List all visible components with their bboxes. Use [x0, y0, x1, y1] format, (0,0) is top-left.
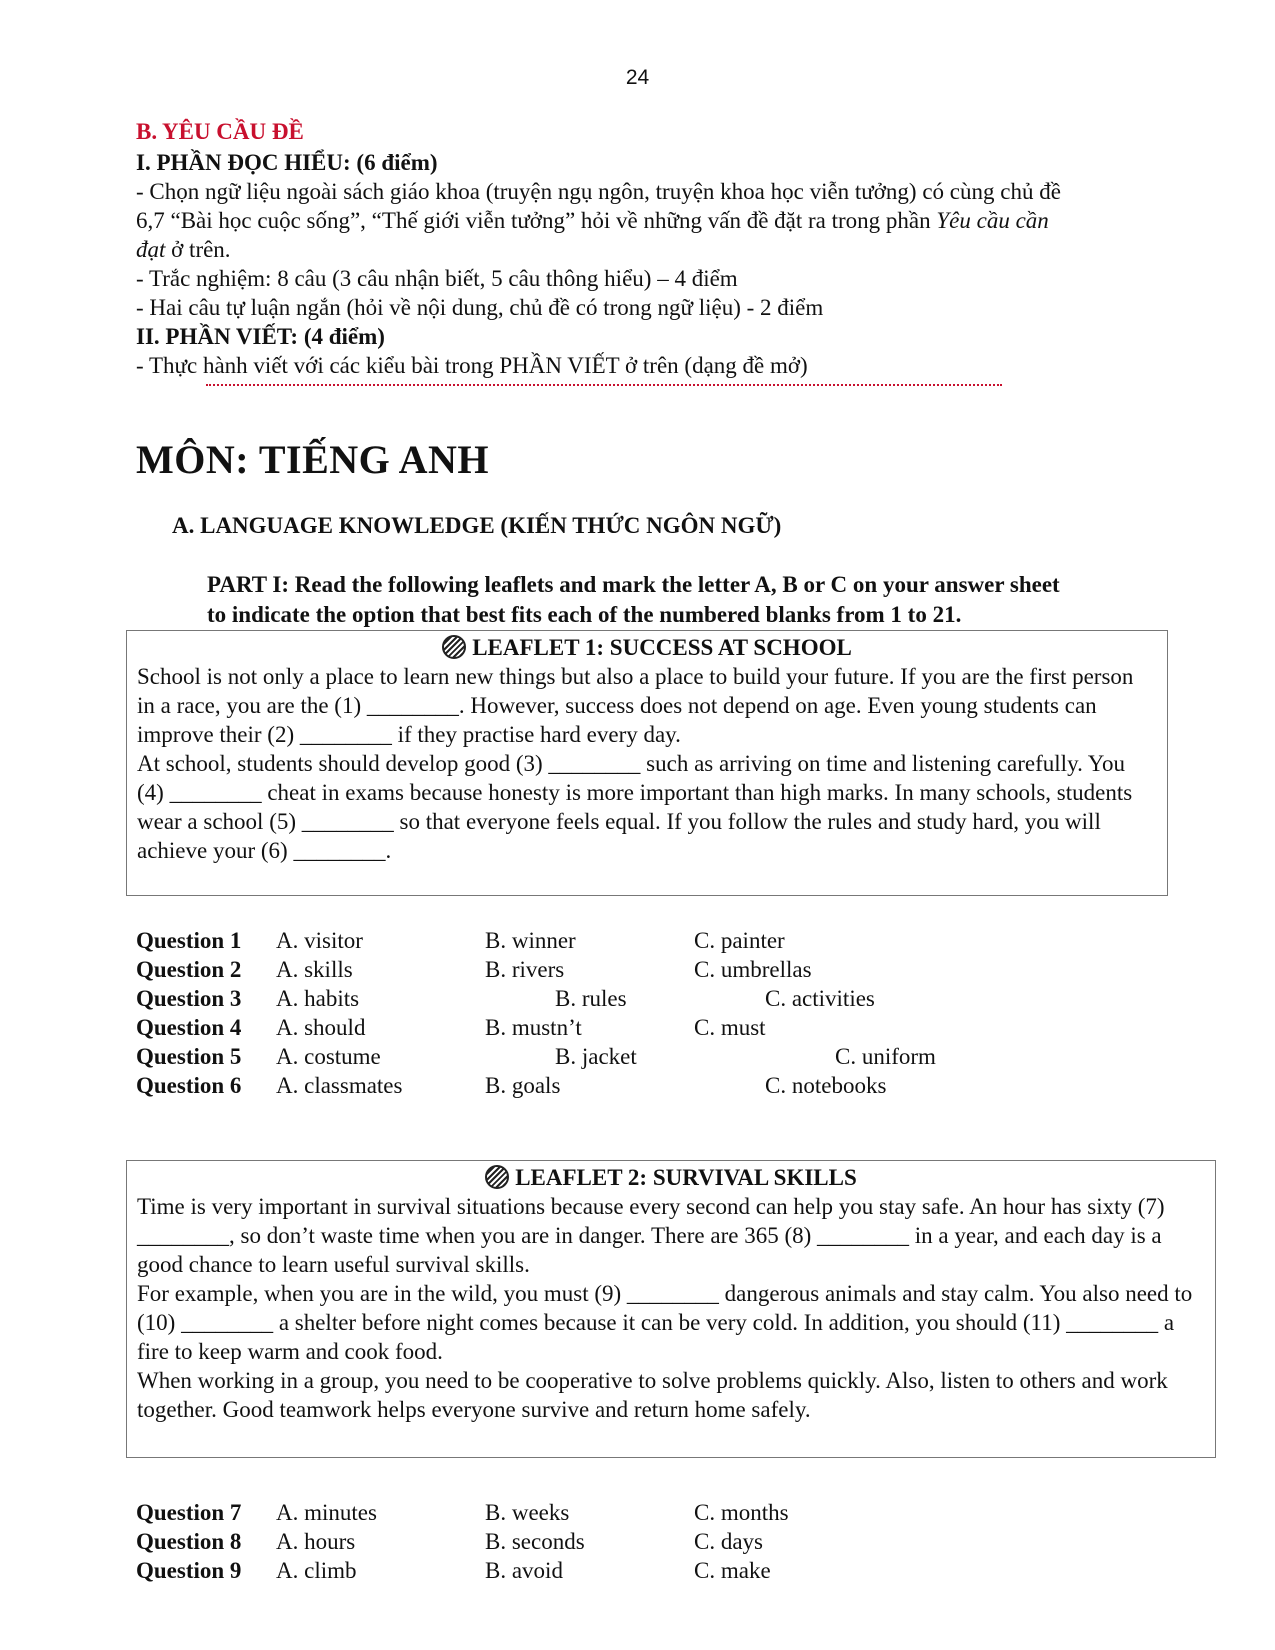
- option-b: B. winner: [485, 928, 576, 953]
- leaflet-2-title: LEAFLET 2: SURVIVAL SKILLS: [515, 1165, 857, 1190]
- leaflet-1-title: LEAFLET 1: SUCCESS AT SCHOOL: [472, 635, 852, 660]
- reading-line-2-text: 6,7 “Bài học cuộc sống”, “Thế giới viễn tưởng” hỏi về những vấn đề đặt ra trong phần: [136, 208, 937, 233]
- reading-line-5: - Hai câu tự luận ngắn (hỏi về nội dung, chủ đề có trong ngữ liệu) - 2 điểm: [136, 295, 824, 320]
- reading-part-heading: I. PHẦN ĐỌC HIỂU: (6 điểm): [136, 150, 438, 175]
- question-row: [136, 1071, 1136, 1100]
- leaflet-1-paragraph-2: At school, students should develop good (3) ________ such as arriving on time and listening carefully. You (4) ________ cheat in exams because honesty is more important than high marks. In many schools, students wear a school (5) ________ so that everyone feels equal. If you follow the rules and study hard, you will achieve your (6) ________.: [137, 751, 1133, 863]
- reading-line-3-text: ở trên.: [165, 237, 231, 262]
- option-c: C. make: [694, 1558, 771, 1583]
- option-b: B. goals: [485, 1073, 561, 1098]
- page-number: 24: [625, 66, 650, 89]
- subject-title: MÔN: TIẾNG ANH: [136, 437, 489, 482]
- reading-line-4: - Trắc nghiệm: 8 câu (3 câu nhận biết, 5 câu thông hiểu) – 4 điểm: [136, 266, 738, 291]
- question-row: [136, 1556, 1136, 1585]
- option-a: A. costume: [276, 1044, 381, 1069]
- question-label: Question 3: [136, 986, 242, 1011]
- option-b: B. weeks: [485, 1500, 570, 1525]
- option-b: B. rivers: [485, 957, 565, 982]
- option-c: C. umbrellas: [694, 957, 812, 982]
- part-instructions-line-1: PART I: Read the following leaflets and mark the letter A, B or C on your answer sheet: [207, 572, 1060, 597]
- writing-part-heading: II. PHẦN VIẾT: (4 điểm): [136, 324, 385, 349]
- option-c: C. activities: [765, 986, 875, 1011]
- question-label: Question 9: [136, 1558, 242, 1583]
- option-b: B. avoid: [485, 1558, 563, 1583]
- question-row: [136, 955, 1136, 984]
- reading-line-1: - Chọn ngữ liệu ngoài sách giáo khoa (truyện ngụ ngôn, truyện khoa học viễn tưởng) có cùng chủ đề: [136, 179, 1061, 204]
- dotted-divider: [206, 384, 1002, 386]
- question-row: [136, 926, 1136, 955]
- hatched-circle-icon: [485, 1165, 509, 1189]
- section-b-heading: B. YÊU CẦU ĐỀ: [136, 119, 304, 144]
- option-c: C. uniform: [835, 1044, 936, 1069]
- question-label: Question 1: [136, 928, 242, 953]
- leaflet-1-box: [126, 630, 1168, 896]
- writing-line-1: - Thực hành viết với các kiểu bài trong PHẦN VIẾT ở trên (dạng đề mở): [136, 353, 808, 378]
- question-label: Question 5: [136, 1044, 242, 1069]
- question-label: Question 8: [136, 1529, 242, 1554]
- leaflet-2-paragraph-2: For example, when you are in the wild, you must (9) ________ dangerous animals and stay calm. You also need to (10) ________ a shelter before night comes because it can be very cold. In addition, you should (11) ________ a fire to keep warm and cook food.: [137, 1281, 1193, 1364]
- reading-line-2-italic: Yêu cầu cần: [936, 208, 1049, 233]
- question-row: [136, 1042, 1136, 1071]
- reading-line-2: [136, 206, 1049, 235]
- leaflet-2-title-row: [137, 1163, 1205, 1192]
- option-a: A. skills: [276, 957, 353, 982]
- leaflet-1-title-row: [137, 633, 1157, 662]
- leaflet-2-box: [126, 1160, 1216, 1458]
- option-b: B. jacket: [555, 1044, 637, 1069]
- question-row: [136, 1013, 1136, 1042]
- option-a: A. hours: [276, 1529, 356, 1554]
- option-c: C. painter: [694, 928, 785, 953]
- hatched-circle-icon: [442, 635, 466, 659]
- option-a: A. visitor: [276, 928, 363, 953]
- option-b: B. seconds: [485, 1529, 585, 1554]
- option-c: C. months: [694, 1500, 789, 1525]
- part-instructions: [207, 570, 1060, 630]
- option-b: B. mustn’t: [485, 1015, 582, 1040]
- option-a: A. climb: [276, 1558, 357, 1583]
- option-b: B. rules: [555, 986, 627, 1011]
- section-a-heading: A. LANGUAGE KNOWLEDGE (KIẾN THỨC NGÔN NGỮ): [172, 513, 782, 538]
- reading-line-3-italic: đạt: [136, 237, 166, 262]
- option-a: A. should: [276, 1015, 366, 1040]
- question-row: [136, 984, 1136, 1013]
- part-instructions-line-2: to indicate the option that best fits each of the numbered blanks from 1 to 21.: [207, 602, 962, 627]
- question-label: Question 6: [136, 1073, 242, 1098]
- leaflet-2-paragraph-1: Time is very important in survival situations because every second can help you stay safe. An hour has sixty (7) ________, so don’t waste time when you are in danger. There are 365 (8) ________ in a year, and each day is a good chance to learn useful survival skills.: [137, 1194, 1165, 1277]
- question-label: Question 4: [136, 1015, 242, 1040]
- leaflet-2-paragraph-3: When working in a group, you need to be cooperative to solve problems quickly. Also, listen to others and work together. Good teamwork helps everyone survive and return home safely.: [137, 1368, 1168, 1422]
- question-row: [136, 1527, 1136, 1556]
- option-a: A. habits: [276, 986, 360, 1011]
- option-c: C. notebooks: [765, 1073, 887, 1098]
- leaflet-1-paragraph-1: School is not only a place to learn new things but also a place to build your future. If you are the first person in a race, you are the (1) ________. However, success does not depend on age. Even young students can improve their (2) ________ if they practise hard every day.: [137, 664, 1134, 747]
- option-c: C. days: [694, 1529, 763, 1554]
- reading-line-3: [136, 235, 231, 264]
- question-row: [136, 1498, 1136, 1527]
- option-a: A. minutes: [276, 1500, 377, 1525]
- question-label: Question 2: [136, 957, 242, 982]
- question-label: Question 7: [136, 1500, 242, 1525]
- option-a: A. classmates: [276, 1073, 403, 1098]
- option-c: C. must: [694, 1015, 766, 1040]
